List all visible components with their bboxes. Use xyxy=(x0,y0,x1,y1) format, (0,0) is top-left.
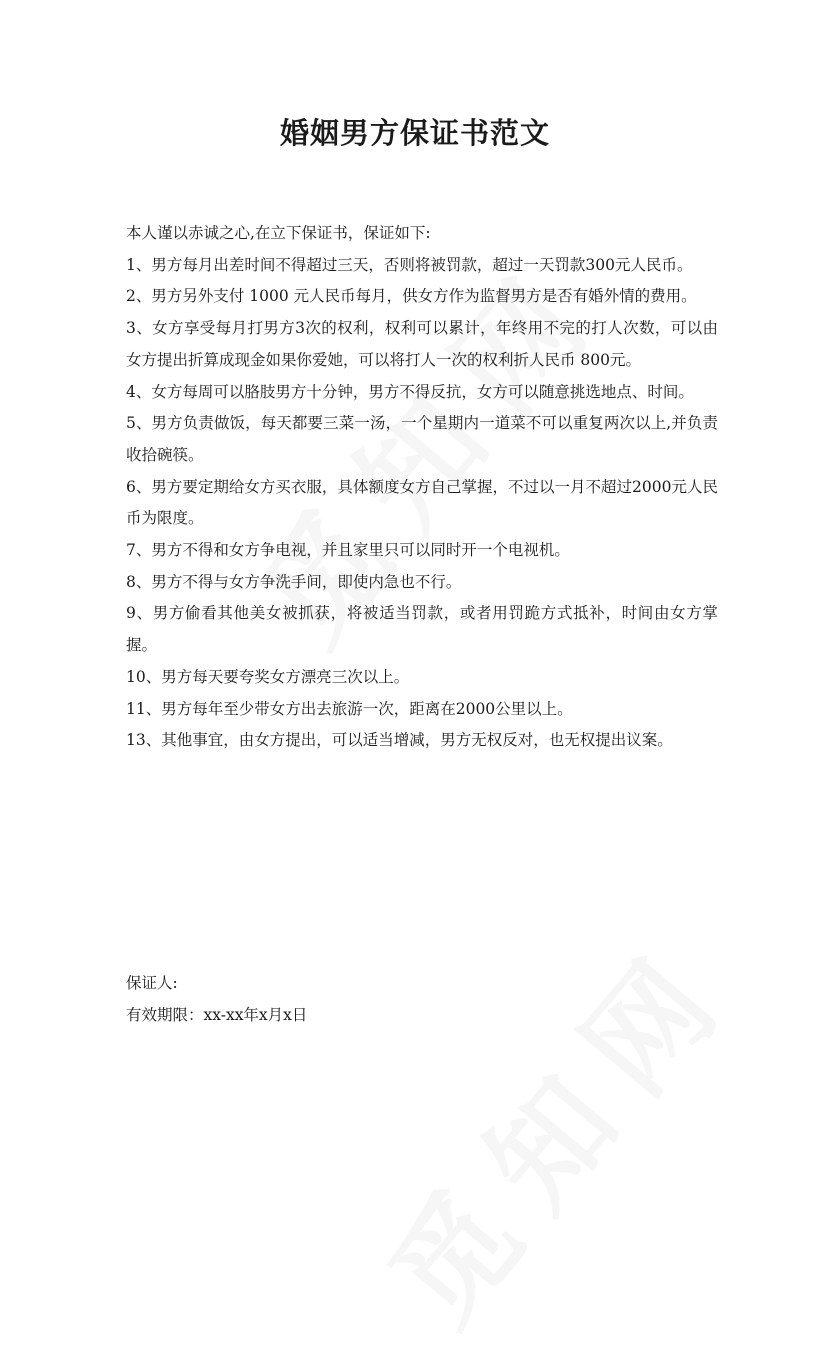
clause-4: 4、女方每周可以胳肢男方十分钟，男方不得反抗，女方可以随意挑选地点、时间。 xyxy=(126,382,694,401)
document-title: 婚姻男方保证书范文 xyxy=(279,116,550,150)
clause-7: 7、男方不得和女方争电视，并且家里只可以同时开一个电视机。 xyxy=(126,541,570,560)
clause-11: 11、男方每年至少带女方出去旅游一次，距离在2000公里以上。 xyxy=(126,699,573,718)
validity-label: 有效期限：xx-xx年x月x日 xyxy=(126,1005,308,1024)
clause-10: 10、男方每天要夸奖女方漂亮三次以上。 xyxy=(126,667,410,686)
guarantor-label: 保证人: xyxy=(126,974,178,992)
document-body xyxy=(126,218,718,757)
watermark-bottom xyxy=(344,898,765,1353)
clause-3: 3、女方享受每月打男方3次的权利，权利可以累计，年终用不完的打人次数，可以由女方提出折算成现金如果你爱她，可以将打人一次的权利折人民币 800元。 xyxy=(126,319,718,369)
clause-5: 5、男方负责做饭，每天都要三菜一汤，一个星期内一道菜不可以重复两次以上,并负责收拾碗筷。 xyxy=(126,414,718,464)
signature-block xyxy=(126,968,718,1031)
intro-paragraph: 本人谨以赤诚之心,在立下保证书，保证如下: xyxy=(126,224,431,242)
clause-9: 9、男方偷看其他美女被抓获，将被适当罚款，或者用罚跪方式抵补，时间由女方掌握。 xyxy=(126,604,718,655)
clause-1: 1、男方每月出差时间不得超过三天，否则将被罚款，超过一天罚款300元人民币。 xyxy=(126,255,693,274)
clause-6: 6、男方要定期给女方买衣服，具体额度女方自己掌握，不过以一月不超过2000元人民币为限度。 xyxy=(126,477,718,528)
clause-13: 13、其他事宜，由女方提出，可以适当增减，男方无权反对，也无权提出议案。 xyxy=(126,731,673,750)
clause-2: 2、男方另外支付 1000 元人民币每月，供女方作为监督男方是否有婚外情的费用。 xyxy=(126,287,697,306)
clause-8: 8、男方不得与女方争洗手间，即使内急也不行。 xyxy=(126,572,462,591)
